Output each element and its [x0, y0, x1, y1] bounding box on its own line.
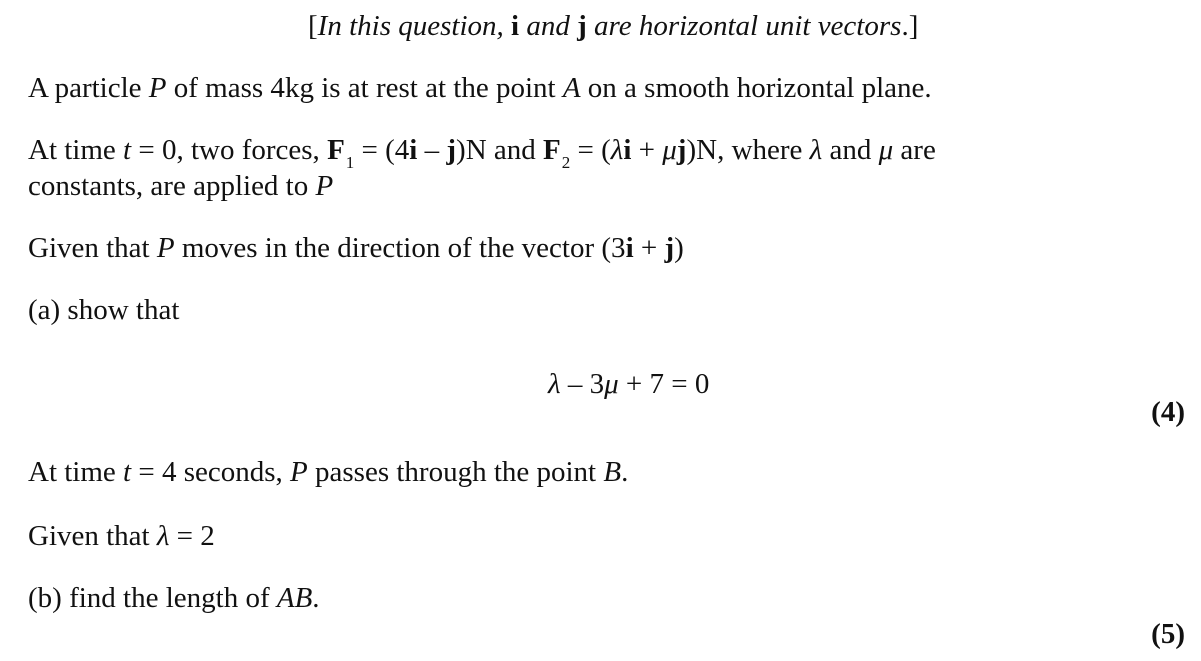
force-f1-symbol: F: [327, 134, 345, 166]
part-a-label: (a) show that: [28, 294, 180, 326]
part-a-equation: λ – 3μ + 7 = 0: [548, 368, 710, 400]
part-b-label: (b) find the length of AB.: [28, 582, 320, 614]
intro-sentence: A particle P of mass 4kg is at rest at the point A on a smooth horizontal plane.: [28, 72, 932, 104]
part-a-marks: (4): [1151, 396, 1185, 428]
given-direction-sentence: Given that P moves in the direction of the vector (3i + j): [28, 232, 684, 264]
forces-sentence-line1: At time t = 0, two forces, $F_1 = (4i - j)N$ and $F_2 = (\lambda i + \mu j)N$, where λ and μ are: [28, 134, 936, 172]
forces-sentence-line2: constants, are applied to P: [28, 170, 334, 202]
force-f2-symbol: F: [543, 134, 561, 166]
given-lambda-sentence: Given that λ = 2: [28, 520, 215, 552]
part-b-marks: (5): [1151, 618, 1185, 650]
question-note: [In this question, i and j are horizontal unit vectors.]: [308, 10, 919, 42]
time-b-sentence: At time t = 4 seconds, P passes through the point B.: [28, 456, 629, 488]
